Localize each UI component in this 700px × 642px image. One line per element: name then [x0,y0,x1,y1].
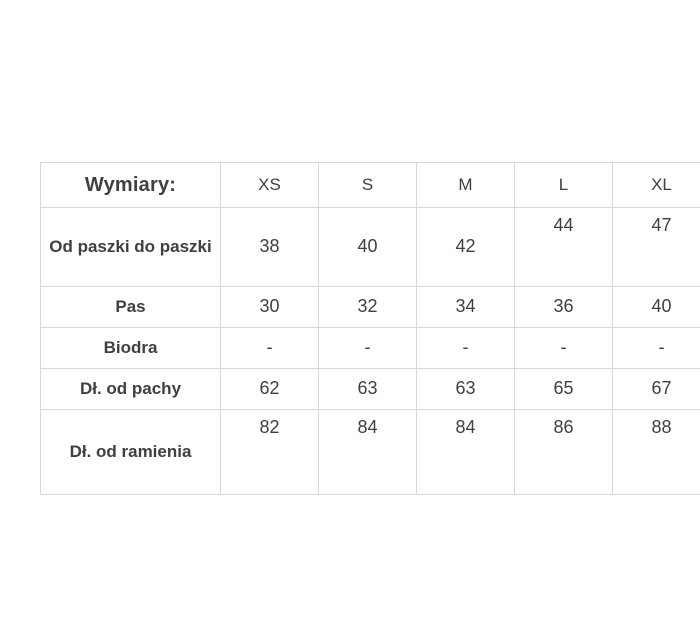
cell-shoulder-s: 84 [319,410,417,495]
cell-armpit-m: 63 [417,369,515,410]
cell-hips-m: - [417,328,515,369]
cell-waist-l: 36 [515,287,613,328]
table-row [41,287,700,328]
column-header-l: L [515,163,613,208]
table-row [41,328,700,369]
cell-waist-m: 34 [417,287,515,328]
cell-shoulder-xs: 82 [221,410,319,495]
cell-armpit-l: 65 [515,369,613,410]
cell-hips-s: - [319,328,417,369]
column-header-m: M [417,163,515,208]
table-header-row [41,163,700,208]
column-header-s: S [319,163,417,208]
table-row [41,410,700,495]
cell-waist-xl: 40 [613,287,700,328]
column-header-xs: XS [221,163,319,208]
cell-waist-xs: 30 [221,287,319,328]
table-row [41,208,700,287]
table-title: Wymiary: [41,163,221,208]
cell-armpit-xs: 62 [221,369,319,410]
row-label-chest: Od paszki do paszki [41,208,221,287]
column-header-xl: XL [613,163,700,208]
table-row [41,369,700,410]
size-chart-container [40,162,686,495]
cell-hips-xs: - [221,328,319,369]
cell-chest-m: 42 [417,208,515,287]
row-label-hips: Biodra [41,328,221,369]
size-chart-table [40,162,700,495]
cell-chest-xs: 38 [221,208,319,287]
cell-chest-xl: 47 [613,208,700,287]
row-label-length-from-shoulder: Dł. od ramienia [41,410,221,495]
cell-armpit-xl: 67 [613,369,700,410]
cell-armpit-s: 63 [319,369,417,410]
cell-chest-s: 40 [319,208,417,287]
cell-shoulder-l: 86 [515,410,613,495]
row-label-length-from-armpit: Dł. od pachy [41,369,221,410]
row-label-waist: Pas [41,287,221,328]
cell-hips-xl: - [613,328,700,369]
cell-waist-s: 32 [319,287,417,328]
cell-shoulder-m: 84 [417,410,515,495]
cell-hips-l: - [515,328,613,369]
cell-shoulder-xl: 88 [613,410,700,495]
cell-chest-l: 44 [515,208,613,287]
